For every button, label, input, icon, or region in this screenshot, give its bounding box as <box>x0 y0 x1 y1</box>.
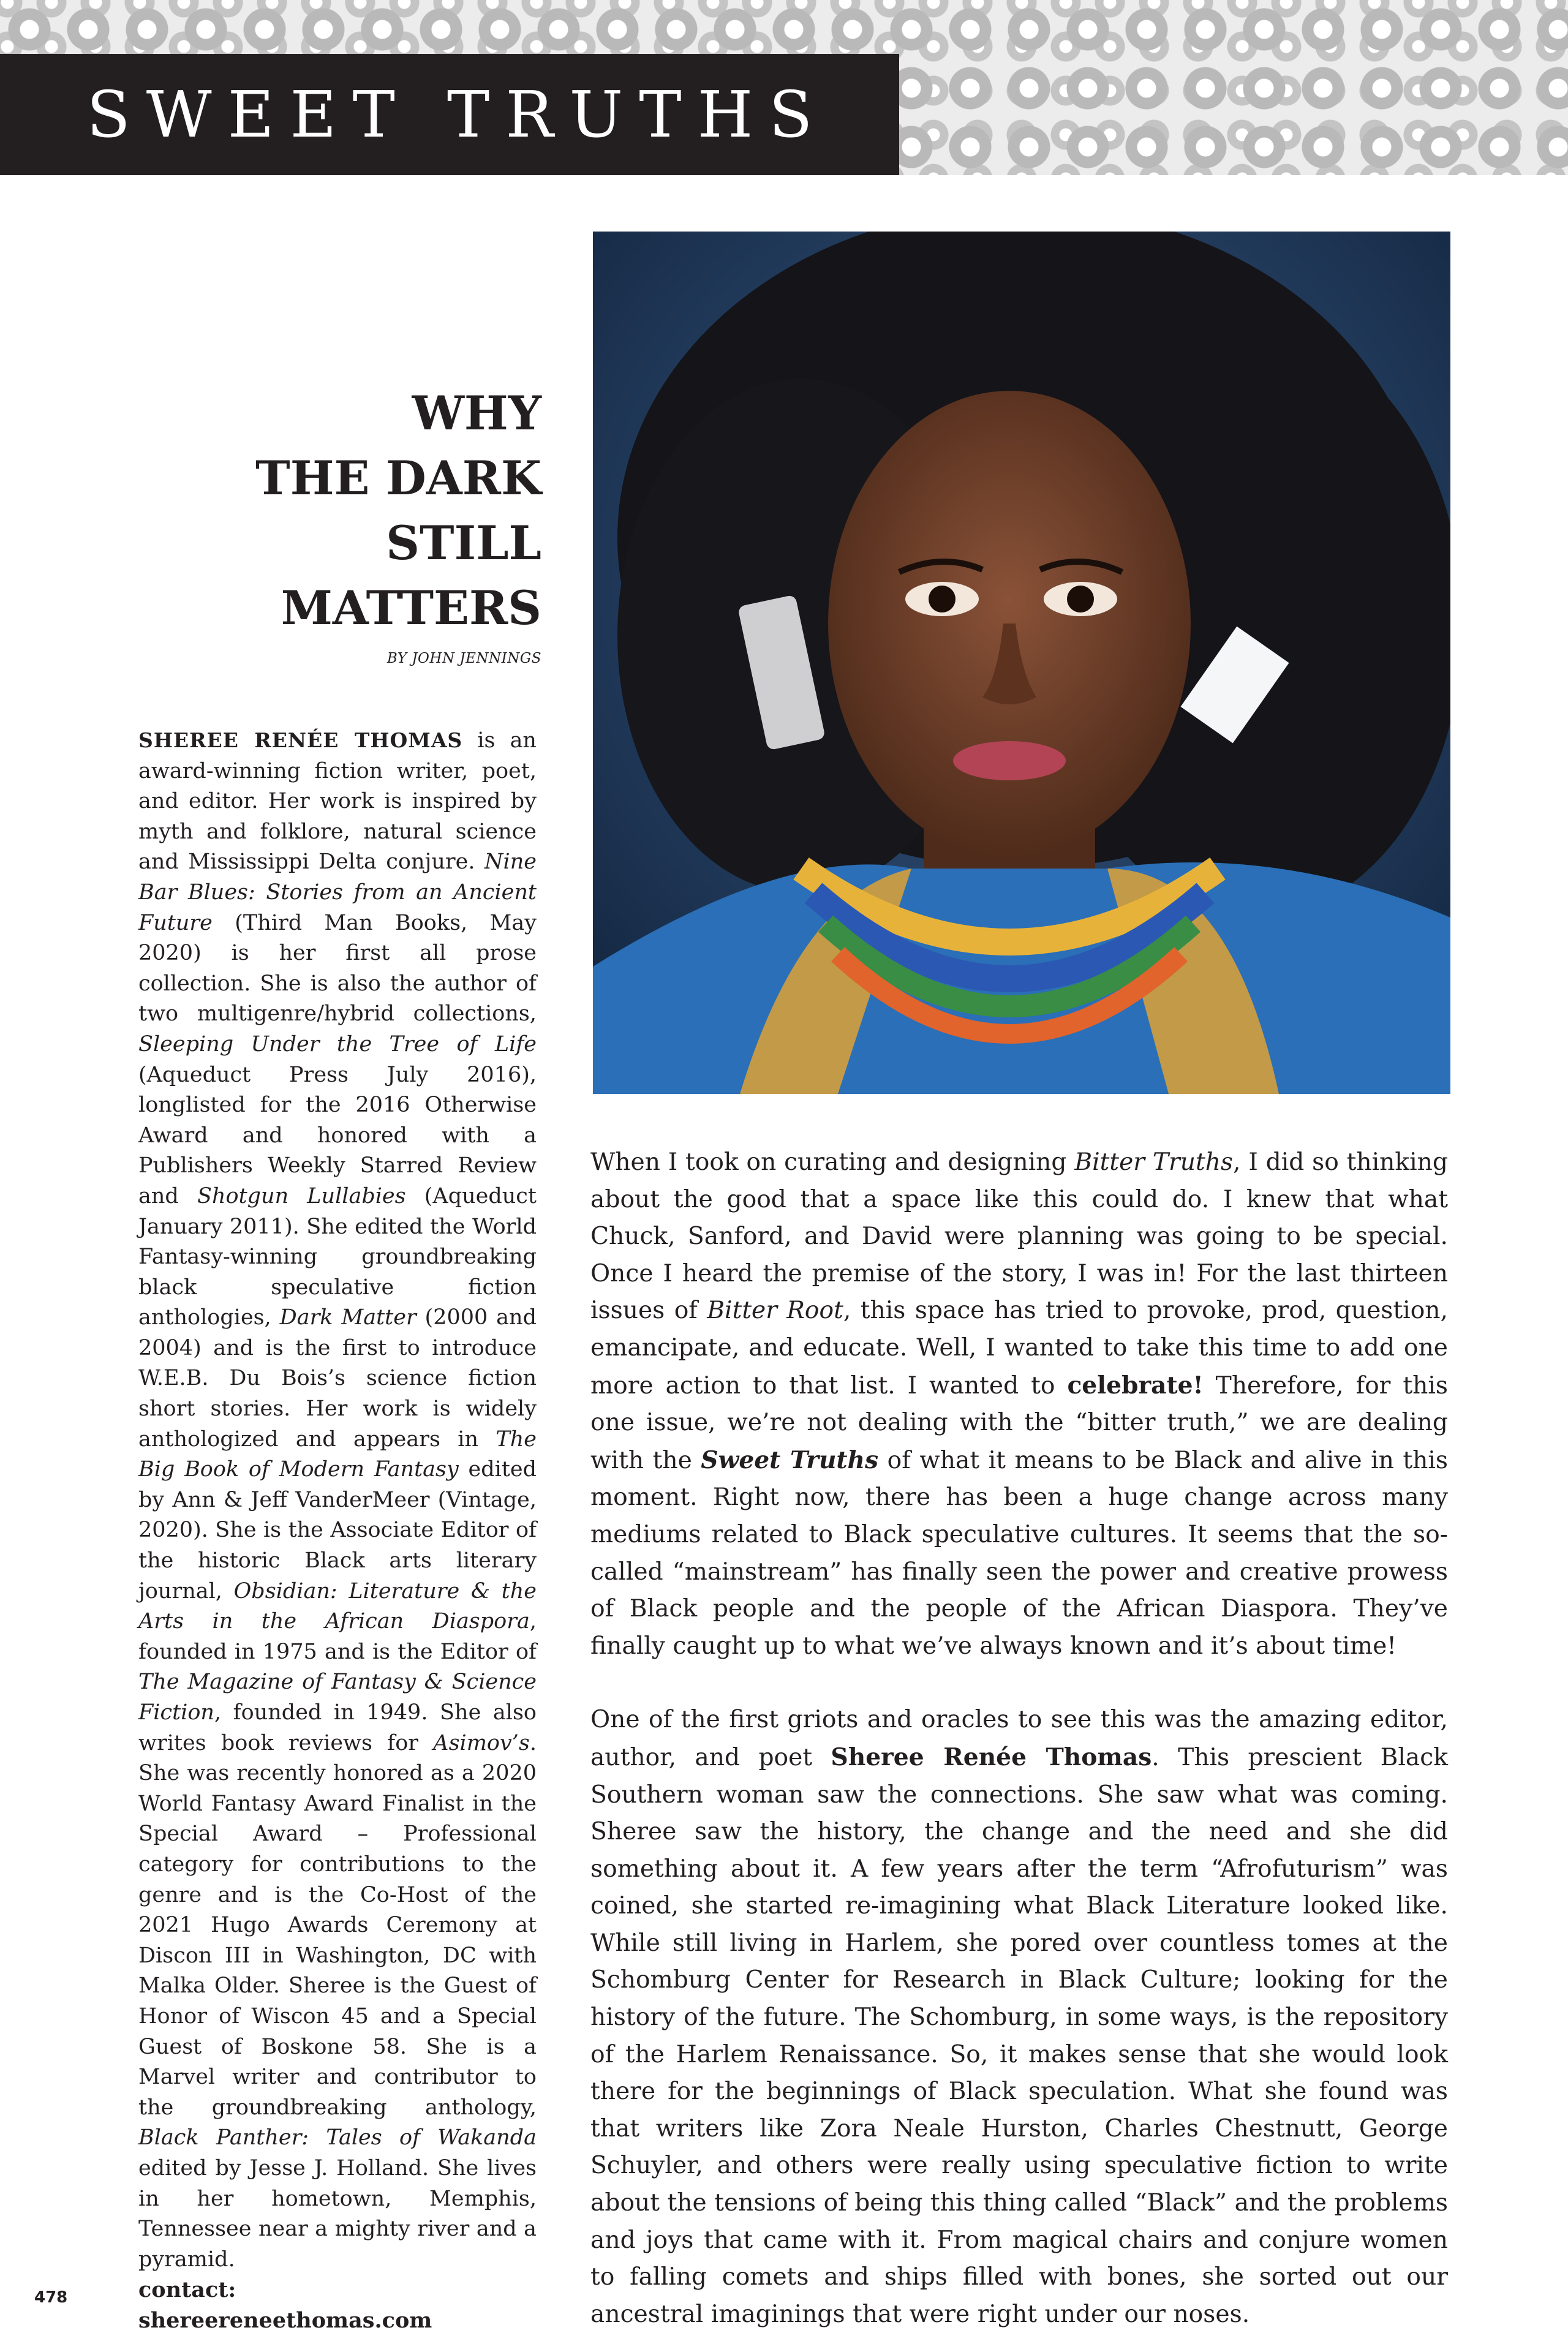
bio-title: Dark Matter <box>279 1305 417 1330</box>
body-emphasis: Sweet Truths <box>701 1446 879 1474</box>
body-emphasis: celebrate! <box>1067 1371 1204 1400</box>
headline-line: STILL <box>386 516 541 570</box>
author-bio <box>138 725 537 2335</box>
portrait-illustration <box>593 232 1450 1094</box>
bio-text: . She was recently honored as a 2020 World Fantasy Award Finalist in the Special Award – Professional category for contributions to the genre and is the Co-Host of the 2021 Hugo Awards Ceremony at Discon III in Washington, DC with Malka Older. Sheree is the Guest of Honor of Wiscon 45 and a Special Guest of Boskone 58. She is a Marvel writer and contributor to the groundbreaking anthology, <box>138 1730 537 2120</box>
article-body <box>590 1144 1448 2333</box>
body-emphasis: Sheree Renée Thomas <box>831 1743 1152 1771</box>
headline-line: WHY <box>412 386 541 440</box>
bio-text: (Third Man Books, May 2020) is her first all prose collection. She is also the author of two multigenre/hybrid collections, <box>138 910 537 1027</box>
byline: BY JOHN JENNINGS <box>386 650 541 666</box>
article-headline <box>153 381 541 641</box>
bio-title: Black Panther: Tales of Wakanda <box>138 2125 537 2150</box>
bio-title: Nine Bar Blues: Stories from an Ancient Future <box>138 850 537 935</box>
bio-name: SHEREE RENÉE THOMAS <box>138 728 463 752</box>
bio-text: , founded in 1949. She also writes book reviews for <box>138 1700 537 1755</box>
body-text: Therefore, for this one issue, we’re not dealing with the “bitter truth,” we are dealing with the <box>590 1371 1448 1474</box>
bio-title: Obsidian: Literature & the Arts in the African Diaspora <box>138 1578 537 1634</box>
body-text: of what it means to be Black and alive in this moment. Right now, there has been a huge change across many mediums related to Black speculative cultures. It seems that the so-called “mainstream” has finally seen the power and creative prowess of Black people and the people of the African Diaspora. They’ve finally caught up to what we’ve always known and it’s about time! <box>590 1446 1448 1660</box>
bio-text: (2000 and 2004) and is the first to introduce W.E.B. Du Bois’s science fiction short stories. Her work is widely anthologized and appears in <box>138 1305 537 1452</box>
body-text: One of the first griots and oracles to see this was the amazing editor, author, and poet <box>590 1706 1448 1771</box>
headline-line: THE DARK <box>255 451 541 505</box>
contact-link[interactable]: contact: shereereneethomas.com <box>138 2277 432 2333</box>
bio-text: (Aqueduct Press July 2016), longlisted for the 2016 Otherwise Award and honored with a Publishers Weekly Starred Review and <box>138 1062 537 1208</box>
bio-text: (Aqueduct January 2011). She edited the World Fantasy-winning groundbreaking black speculative fiction anthologies, <box>138 1183 537 1330</box>
body-text: When I took on curating and designing <box>590 1148 1075 1176</box>
bio-text: , founded in 1975 and is the Editor of <box>138 1609 537 1664</box>
body-title: Bitter Truths <box>1074 1148 1234 1176</box>
author-portrait-photo <box>593 232 1450 1094</box>
page-number: 478 <box>34 2288 68 2307</box>
headline-line: MATTERS <box>281 581 541 635</box>
bio-title: Shotgun Lullabies <box>197 1183 406 1208</box>
bio-text: is an award-winning fiction writer, poet, and editor. Her work is inspired by myth and folklore, natural science and Mississippi Delta conjure. <box>138 728 537 875</box>
bio-title: Asimov’s <box>433 1730 530 1755</box>
body-text: , this space has tried to provoke, prod, question, emancipate, and educate. Well, I wanted to take this time to add one more action to that list. I wanted to <box>590 1297 1448 1400</box>
bio-title: The Magazine of Fantasy & Science Fiction <box>138 1670 537 1725</box>
bio-title: Sleeping Under the Tree of Life <box>138 1031 537 1057</box>
bio-title: The Big Book of Modern Fantasy <box>138 1427 537 1482</box>
body-title: Bitter Root <box>707 1297 843 1325</box>
bio-text: edited by Ann & Jeff VanderMeer (Vintage, 2020). She is the Associate Editor of the historic Black arts literary journal, <box>138 1457 537 1604</box>
body-paragraph <box>590 1702 1448 2333</box>
body-paragraph <box>590 1144 1448 1665</box>
body-text: , I did so thinking about the good that a space like this could do. I knew that what Chuck, Sanford, and David were planning was going to be special. Once I heard the premise of the story, I was in! For the last thirteen issues of <box>590 1148 1448 1325</box>
body-text: . This prescient Black Southern woman saw the connections. She saw what was coming. Sheree saw the history, the change and the need and she did something about it. A few years after the term “Afrofuturism” was coined, she started re-imagining what Black Literature looked like. While still living in Harlem, she pored over countless tomes at the Schomburg Center for Research in Black Culture; looking for the history of the future. The Schomburg, in some ways, is the repository of the Harlem Renaissance. So, it makes sense that she would look there for the beginnings of Black speculation. What she found was that writers like Zora Neale Hurston, Charles Chestnutt, George Schuyler, and others were really using speculative fiction to write about the tensions of being this thing called “Black” and the problems and joys that came with it. From magical chairs and conjure women to falling comets and ships filled with bones, she sorted out our ancestral imaginings that were right under our noses. <box>590 1743 1448 2328</box>
section-title: SWEET TRUTHS <box>86 77 829 152</box>
section-title-bar <box>0 54 899 175</box>
bio-text: edited by Jesse J. Holland. She lives in her hometown, Memphis, Tennessee near a mighty river and a pyramid. <box>138 2155 537 2272</box>
